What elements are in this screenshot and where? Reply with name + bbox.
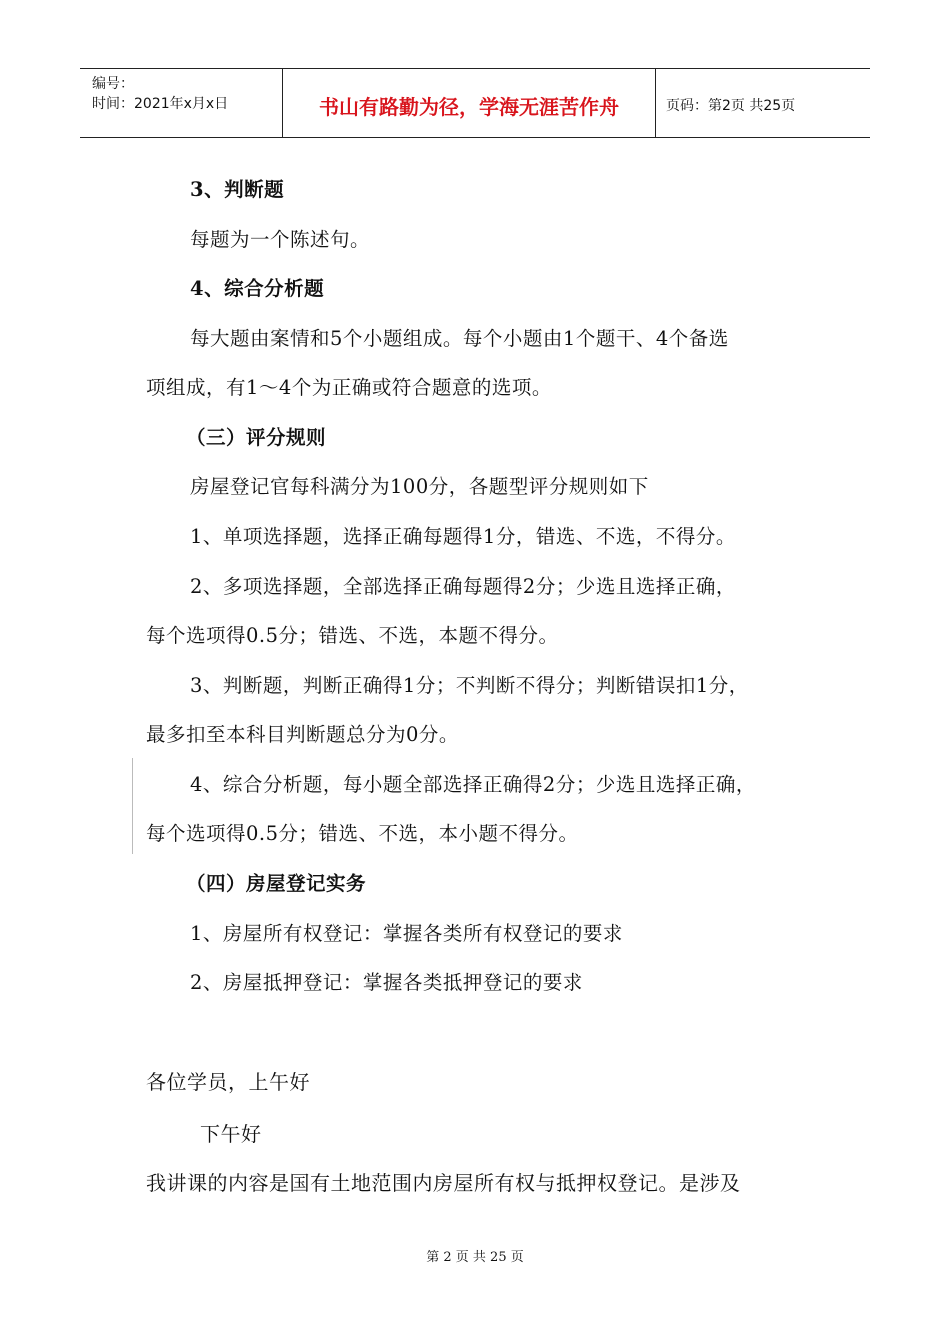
header-motto-cell	[282, 69, 656, 137]
greeting-afternoon: 下午好	[200, 1122, 262, 1146]
paragraph-line: 每题为一个陈述句。	[190, 228, 371, 251]
paragraph-line: 房屋登记官每科满分为100分，各题型评分规则如下	[190, 475, 649, 498]
header-info-cell	[80, 69, 282, 137]
paragraph-line: 2、房屋抵押登记：掌握各类抵押登记的要求	[190, 971, 583, 994]
page-header	[80, 68, 870, 138]
header-page-cell	[656, 69, 870, 137]
greeting-morning: 各位学员，上午好	[146, 1070, 310, 1094]
paragraph-line: 每个选项得0.5分；错选、不选，本小题不得分。	[146, 822, 579, 845]
heading-housing-registration-practice: （四）房屋登记实务	[186, 872, 367, 895]
heading-true-false: 3、判断题	[190, 178, 285, 201]
paragraph-line: 4、综合分析题，每小题全部选择正确得2分；少选且选择正确，	[190, 773, 756, 796]
paragraph-line: 项组成，有1～4个为正确或符合题意的选项。	[146, 376, 552, 399]
paragraph-line: 2、多项选择题，全部选择正确每题得2分；少选且选择正确，	[190, 575, 736, 598]
header-motto: 书山有路勤为径，学海无涯苦作舟	[319, 95, 619, 119]
paragraph-line: 我讲课的内容是国有土地范围内房屋所有权与抵押权登记。是涉及	[146, 1171, 741, 1195]
paragraph-line: 1、房屋所有权登记：掌握各类所有权登记的要求	[190, 922, 623, 945]
paragraph-line: 最多扣至本科目判断题总分为0分。	[146, 723, 459, 746]
page-footer: 第 2 页 共 25 页	[426, 1250, 524, 1265]
document-number-label: 编号：	[92, 76, 134, 92]
paragraph-line: 1、单项选择题，选择正确每题得1分，错选、不选，不得分。	[190, 525, 736, 548]
paragraph-line: 每大题由案情和5个小题组成。每个小题由1个题干、4个备选	[190, 327, 729, 350]
paragraph-line: 每个选项得0.5分；错选、不选，本题不得分。	[146, 624, 559, 647]
heading-comprehensive-analysis: 4、综合分析题	[190, 277, 325, 300]
margin-change-bar	[132, 758, 133, 854]
header-page-number: 页码：第2页 共25页	[666, 98, 796, 114]
document-date-label: 时间：2021年x月x日	[92, 96, 229, 112]
heading-scoring-rules: （三）评分规则	[186, 426, 327, 449]
paragraph-line: 3、判断题，判断正确得1分；不判断不得分；判断错误扣1分，	[190, 674, 749, 697]
